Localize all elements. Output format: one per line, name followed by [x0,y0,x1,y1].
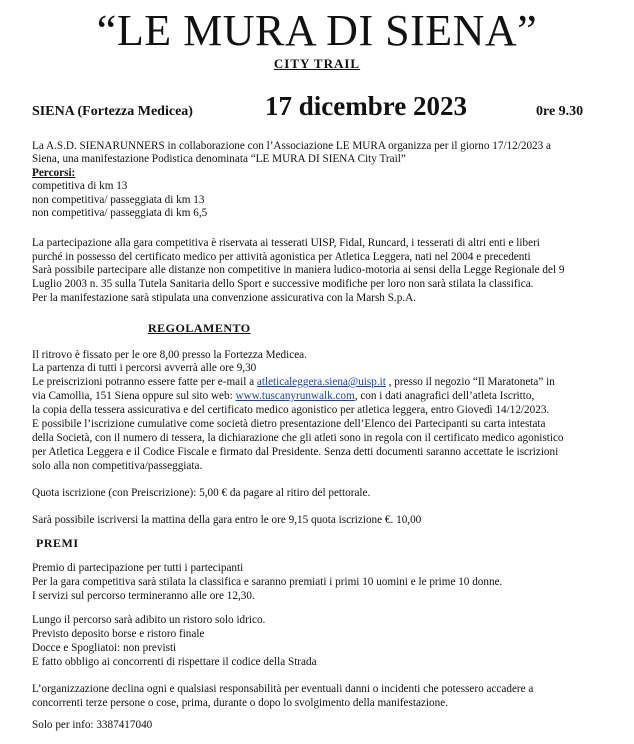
event-date: 17 dicembre 2023 [265,91,467,121]
email-link[interactable]: atleticaleggera.siena@uisp.it [256,376,386,388]
website-link[interactable]: www.tuscanyrunwalk.com [235,390,355,402]
event-time: 0re 9.30 [536,104,584,119]
percorsi-item: non competitiva/ passeggiata di km 6,5 [32,207,208,219]
regolamento-line: La partenza di tutti i percorsi avverrà alle ore 9,30 [32,362,257,374]
services-line: E fatto obbligo ai concorrenti di rispettare il codice della Strada [32,656,317,668]
disclaimer-line: L’organizzazione declina ogni e qualsiasi responsabilità per eventuali danni o incidenti che potessero accadere a [32,683,534,695]
regolamento-heading: REGOLAMENTO [148,321,251,335]
participation-line: Luglio 2003 n. 35 sulla Tutela Sanitaria dello Sport e successive modifiche per loro non sarà stilata la classifica. [32,278,534,290]
intro-line-1: La A.S.D. SIENARUNNERS in collaborazione con l’Associazione LE MURA organizza per il giorno 17/12/2023 a [32,140,551,152]
regolamento-line: della Società, con il numero di tessera, la dichiarazione che gli atleti sono in regola con il certificato medico agonistico [32,432,564,444]
services-line: Docce e Spogliatoi: non previsti [32,642,177,654]
fee-sameday: Sarà possibile iscriversi la mattina della gara entro le ore 9,15 quota iscrizione €. 10,00 [32,514,422,526]
participation-line: purché in possesso del certificato medico per attività agonistica per Atletica Leggera, nati nel 2004 e precedenti [32,251,531,263]
regolamento-text: Le preiscrizioni potranno essere fatte per e-mail a [32,376,257,388]
regolamento-line: per Atletica Leggera e il Codice Fiscale e firmato dal Presidente. Senza detti documenti saranno accettate le iscrizioni [32,446,559,458]
regolamento-line [32,390,534,403]
event-subtitle: CITY TRAIL [273,56,361,71]
regolamento-line: Il ritrovo è fissato per le ore 8,00 presso la Fortezza Medicea. [32,349,307,361]
participation-line: La partecipazione alla gara competitiva è riservata ai tesserati UISP, Fidal, Runcard, i tesserati di altri enti e liberi [32,237,540,249]
regolamento-line: E possibile l’iscrizione cumulative come società dietro presentazione dell’Elenco dei Partecipanti su carta intestata [32,418,546,430]
participation-line: Sarà possibile partecipare alle distanze non competitive in maniera ludico-motoria ai sensi della Legge Regionale del 9 [32,264,565,276]
event-location: SIENA (Fortezza Medicea) [32,104,193,119]
services-line: Lungo il percorso sarà adibito un ristoro solo idrico. [32,614,266,626]
regolamento-line: la copia della tessera assicurativa e del certificato medico agonistico per atletica leggera, entro Giovedì 14/12/2023. [32,404,550,416]
premi-heading: PREMI [36,536,79,550]
percorsi-item: non competitiva/ passeggiata di km 13 [32,194,205,206]
fee-preiscrizione: Quota iscrizione (con Preiscrizione): 5,00 € da pagare al ritiro del pettorale. [32,487,371,499]
percorsi-item: competitiva di km 13 [32,180,128,192]
event-title: “LE MURA DI SIENA” [96,6,538,55]
regolamento-text: via Camollia, 151 Siena oppure sul sito web: [32,390,236,402]
regolamento-line: solo alla non competitiva/passeggiata. [32,460,203,472]
disclaimer-line: concorrenti terze persone o cose, prima, durante o dopo lo svolgimento della manifestazione. [32,697,448,709]
regolamento-text: , con i dati anagrafici dell’atleta Iscritto, [354,390,535,402]
percorsi-heading: Percorsi: [32,167,76,179]
participation-line: Per la manifestazione sarà stipulata una convenzione assicurativa con la Marsh S.p.A. [32,292,416,304]
premi-line: I servizi sul percorso termineranno alle ore 12,30. [32,590,255,602]
info-contact: Solo per info: 3387417040 [32,719,153,731]
premi-line: Premio di partecipazione per tutti i partecipanti [32,562,244,574]
intro-line-2: Siena, una manifestazione Podistica denominata “LE MURA DI SIENA City Trail” [32,153,406,165]
regolamento-text: , presso il negozio “Il Maratoneta” in [385,376,555,388]
services-line: Previsto deposito borse e ristoro finale [32,628,205,640]
premi-line: Per la gara competitiva sarà stilata la classifica e saranno premiati i primi 10 uomini e le prime 10 donne. [32,576,503,588]
regolamento-line [32,376,555,389]
